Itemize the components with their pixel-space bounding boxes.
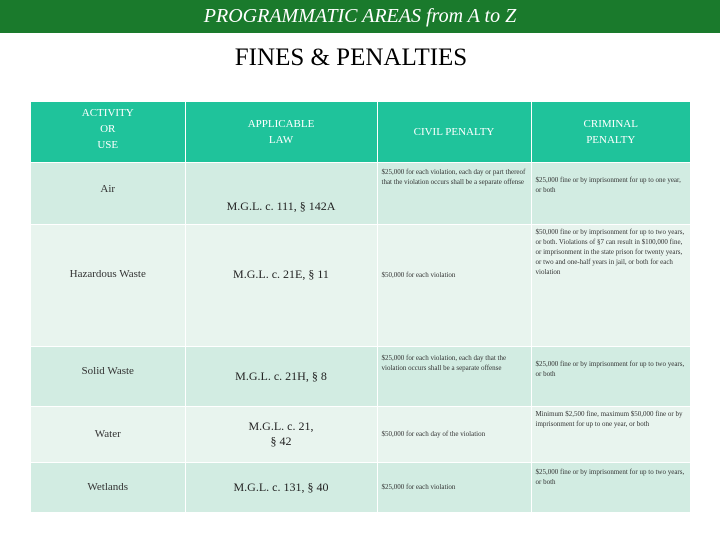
- activity-cell: Wetlands: [31, 462, 185, 512]
- activity-cell: Air: [31, 162, 185, 224]
- table-header-row: [31, 102, 690, 162]
- header-law-line: LAW: [268, 133, 294, 146]
- penalties-table: [31, 102, 690, 512]
- activity-cell: Hazardous Waste: [31, 224, 185, 346]
- civil-penalty-cell: $25,000 for each violation, each day or part thereof that the violation occurs shall be a separate offense: [377, 162, 531, 224]
- table-row: [31, 406, 690, 462]
- criminal-penalty-cell: $25,000 fine or by imprisonment for up to two years, or both: [531, 462, 690, 512]
- criminal-penalty-cell: $50,000 fine or by imprisonment for up to two years, or both. Violations of §7 can result in $100,000 fine, or imprisonment in the state prison for twenty years, or two and one-half years in jail, or both for each violation: [531, 224, 690, 346]
- civil-penalty-cell: $50,000 for each violation: [377, 224, 531, 346]
- table-row: [31, 462, 690, 512]
- civil-penalty-cell: $25,000 for each violation: [377, 462, 531, 512]
- header-activity: [31, 102, 185, 162]
- activity-cell: Solid Waste: [31, 346, 185, 406]
- law-cell: M.G.L. c. 21H, § 8: [185, 346, 377, 406]
- slide-title-bar: [0, 0, 720, 33]
- law-cell: M.G.L. c. 111, § 142A: [185, 162, 377, 224]
- header-activity-line: USE: [97, 139, 119, 151]
- header-law: [185, 102, 377, 162]
- law-line: M.G.L. c. 21,: [248, 419, 314, 433]
- slide-title: PROGRAMMATIC AREAS from A to Z: [203, 5, 517, 27]
- page-title: FINES & PENALTIES: [234, 44, 468, 71]
- header-civil: [377, 102, 531, 162]
- activity-cell: Water: [31, 406, 185, 462]
- header-activity-line: OR: [100, 123, 116, 135]
- law-cell: [185, 406, 377, 462]
- header-civil-line: CIVIL PENALTY: [413, 125, 495, 138]
- table-row: [31, 162, 690, 224]
- header-criminal-line: CRIMINAL: [583, 117, 638, 130]
- law-cell: M.G.L. c. 131, § 40: [185, 462, 377, 512]
- criminal-penalty-cell: Minimum $2,500 fine, maximum $50,000 fine or by imprisonment for up to one year, or both: [531, 406, 690, 462]
- table-row: [31, 224, 690, 346]
- criminal-penalty-cell: $25,000 fine or by imprisonment for up to one year, or both: [531, 162, 690, 224]
- law-cell: M.G.L. c. 21E, § 11: [185, 224, 377, 346]
- table-row: [31, 346, 690, 406]
- civil-penalty-cell: $25,000 for each violation, each day that the violation occurs shall be a separate offense: [377, 346, 531, 406]
- header-law-line: APPLICABLE: [247, 117, 315, 130]
- civil-penalty-cell: $50,000 for each day of the violation: [377, 406, 531, 462]
- law-line: § 42: [270, 434, 292, 448]
- header-criminal: [531, 102, 690, 162]
- header-activity-line: ACTIVITY: [81, 107, 134, 119]
- criminal-penalty-cell: $25,000 fine or by imprisonment for up to two years, or both: [531, 346, 690, 406]
- header-criminal-line: PENALTY: [586, 133, 636, 146]
